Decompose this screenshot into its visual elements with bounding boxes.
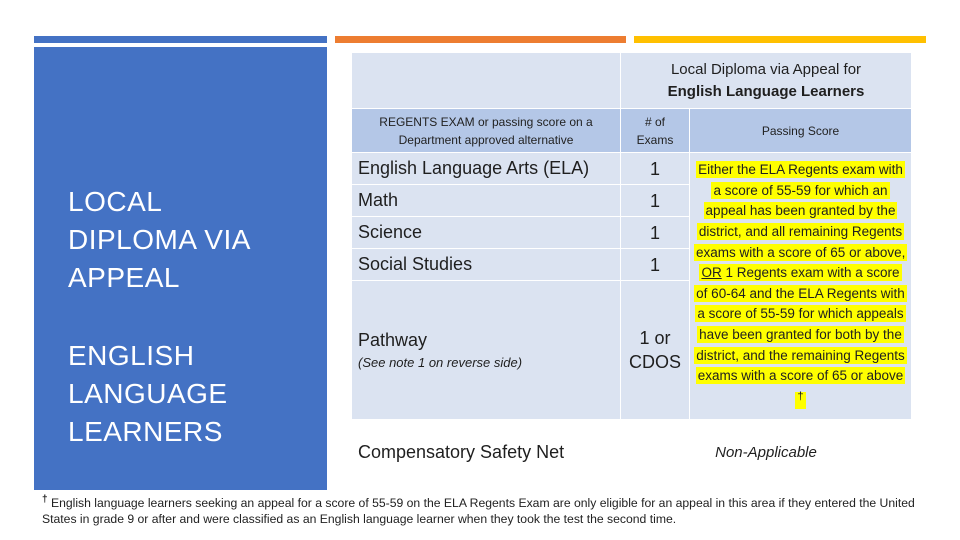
table-row [352,153,912,185]
header-count [621,109,690,153]
heading-line: DIPLOMA VIA [68,224,251,255]
header-passing-score: Passing Score [690,109,912,153]
footnote-marker: † [42,494,48,505]
side-panel [34,47,327,490]
title-spacer-cell [352,53,621,109]
passing-score-text [694,161,907,409]
header-exam-line2: Department approved alternative [398,132,574,147]
heading-line: LEARNERS [68,416,223,447]
heading-line: LANGUAGE [68,378,228,409]
header-exam-line1: REGENTS EXAM or passing score on a [379,114,593,129]
pathway-count-line1: 1 or [639,328,671,349]
pathway-note: (See note 1 on reverse side) [358,355,523,371]
top-accent-bar-blue [34,36,327,43]
header-count-line2: Exams [636,132,674,147]
pathway-count [621,281,690,419]
heading-line: APPEAL [68,262,180,293]
heading-line: LOCAL [68,186,163,217]
footnote [42,492,942,527]
compensatory-row [352,419,912,486]
passing-score-cell [690,153,912,420]
heading-ell [68,337,228,451]
top-accent-bar-orange [335,36,626,43]
exam-name: Science [352,217,621,249]
exam-count: 1 [621,153,690,185]
table-title [621,53,912,109]
table-header-row [352,109,912,153]
header-count-line1: # of [644,114,665,129]
exam-name: Math [352,185,621,217]
exam-count: 1 [621,249,690,281]
passing-score-part1: Either the ELA Regents exam with a score of 55-59 for which an appeal has been granted by the district, and all remaining Regents exams with a score of 65 or above, [696,162,906,260]
pathway-label: Pathway [358,330,428,351]
exam-count: 1 [621,185,690,217]
exam-name: English Language Arts (ELA) [352,153,621,185]
compensatory-label: Compensatory Safety Net [352,419,621,486]
table-title-line2: English Language Learners [667,82,865,100]
passing-score-part2: 1 Regents exam with a score of 60-64 and the ELA Regents with a score of 55-59 for which appeals have been granted for both by the district, and the remaining Regents exams with a score of 65 or above [696,265,905,384]
table-title-row [352,53,912,109]
dagger-mark: † [797,390,804,403]
heading-local-diploma [68,183,251,297]
heading-line: ENGLISH [68,340,195,371]
exam-name: Social Studies [352,249,621,281]
passing-score-or: OR [701,265,722,281]
pathway-cell [352,281,621,419]
footnote-text: English language learners seeking an appeal for a score of 55-59 on the ELA Regents Exam are only eligible for an appeal in this area if they entered the United States in grade 9 or after and were classified as an English language learner when they took the test the second time. [42,496,915,527]
appeal-table [351,52,912,487]
top-accent-bar-yellow [634,36,926,43]
compensatory-value: Non-Applicable [621,419,912,486]
table-title-line1: Local Diploma via Appeal for [670,60,862,78]
exam-count: 1 [621,217,690,249]
header-exam [352,109,621,153]
pathway-count-line2: CDOS [628,352,681,373]
